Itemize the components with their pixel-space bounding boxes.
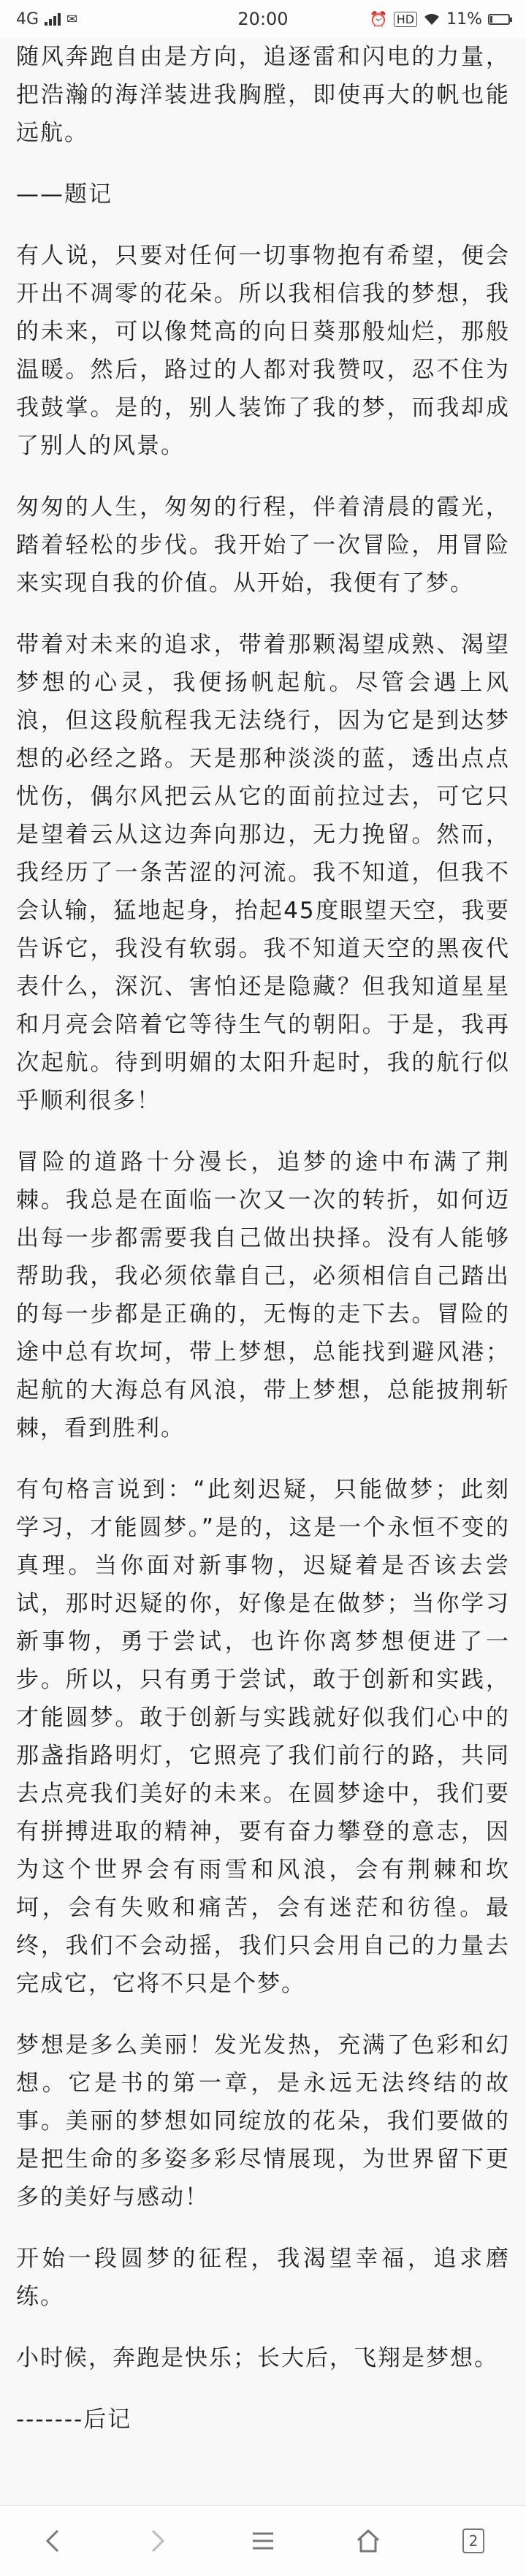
status-right (364, 10, 510, 29)
message-icon: ✉ (66, 11, 78, 27)
paragraph-epigraph-attribution: ——题记 (16, 181, 113, 208)
back-button[interactable] (23, 2512, 82, 2570)
article-content (0, 10, 526, 2439)
menu-icon (251, 2531, 275, 2551)
home-icon (355, 2528, 381, 2553)
paragraph-epigraph: 随风奔跑自由是方向，追逐雷和闪电的力量，把浩瀚的海洋装进我胸膛，即使再大的帆也能远航。 (16, 44, 510, 146)
tabs-button[interactable] (444, 2512, 503, 2570)
paragraph-1: 有人说，只要对任何一切事物抱有希望，便会开出不凋零的花朵。所以我相信我的梦想，我的未来，可以像梵高的向日葵那般灿烂，那般温暖。然后，路过的人都对我赞叹，忍不住为我鼓掌。是的，别人装饰了我的梦，而我却成了别人的风景。 (16, 243, 510, 459)
chevron-right-icon (148, 2528, 167, 2553)
home-button[interactable] (339, 2512, 397, 2570)
paragraph-4: 冒险的道路十分漫长，追梦的途中布满了荆棘。我总是在面临一次又一次的转折，如何迈出每一步都需要我自己做出抉择。没有人能够帮助我，我必须依靠自己，必须相信自己踏出的每一步都是正确的，无悔的走下去。冒险的途中总有坎坷，带上梦想，总能找到避风港；起航的大海总有风浪，带上梦想，总能披荆斩棘，看到胜利。 (16, 1149, 510, 1442)
menu-button[interactable] (234, 2512, 292, 2570)
status-left (16, 10, 162, 29)
paragraph-3: 带着对未来的追求，带着那颗渴望成熟、渴望梦想的心灵，我便扬帆起航。尽管会遇上风浪，但这段航程我无法绕行，因为它是到达梦想的必经之路。天是那种淡淡的蓝，透出点点忧伤，偶尔风把云从它的面前拉过去，可它只是望着云从这边奔向那边，无力挽留。然而，我经历了一条苦涩的河流。我不知道，但我不会认输，猛地起身，抬起45度眼望天空，我要告诉它，我没有软弱。我不知道天空的黑夜代表什么，深沉、害怕还是隐藏？但我知道星星和月亮会陪着它等待生气的朝阳。于是，我再次起航。待到明媚的太阳升起时，我的航行似乎顺利很多！ (16, 632, 510, 1114)
battery-icon (488, 14, 510, 25)
paragraph-7: 开始一段圆梦的征程，我渴望幸福，追求磨练。 (16, 2246, 510, 2310)
browser-bottom-bar (0, 2505, 526, 2576)
battery-text: 11% (446, 10, 482, 29)
paragraph-postscript: -------后记 (16, 2406, 132, 2433)
status-time: 20:00 (237, 9, 289, 29)
paragraph-2: 匆匆的人生，匆匆的行程，伴着清晨的霞光，踏着轻松的步伐。我开始了一次冒险，用冒险来实现自我的价值。从开始，我便有了梦。 (16, 494, 510, 596)
network-type: 4G (16, 10, 39, 29)
paragraph-8: 小时候，奔跑是快乐；长大后，飞翔是梦想。 (16, 2345, 498, 2371)
tab-count-badge: 2 (462, 2528, 484, 2553)
signal-icon (45, 12, 61, 26)
status-bar (0, 0, 526, 38)
hd-label: HD (394, 12, 417, 27)
paragraph-6: 梦想是多么美丽！发光发热，充满了色彩和幻想。它是书的第一章，是永远无法终结的故事。美丽的梦想如同绽放的花朵，我们要做的是把生命的多姿多彩尽情展现，为世界留下更多的美好与感动！ (16, 2032, 510, 2211)
chevron-left-icon (43, 2528, 62, 2553)
paragraph-5: 有句格言说到：“此刻迟疑，只能做梦；此刻学习，才能圆梦。”是的，这是一个永恒不变的真理。当你面对新事物，迟疑着是否该去尝试，那时迟疑的你，好像是在做梦；当你学习新事物，勇于尝试，也许你离梦想便进了一步。所以，只有勇于尝试，敢于创新和实践，才能圆梦。敢于创新与实践就好似我们心中的那盏指路明灯，它照亮了我们前行的路，共同去点亮我们美好的未来。在圆梦途中，我们要有拼搏进取的精神，要有奋力攀登的意志，因为这个世界会有雨雪和风浪，会有荆棘和坎坷，会有失败和痛苦，会有迷茫和彷徨。最终，我们不会动摇，我们只会用自己的力量去完成它，它将不只是个梦。 (16, 1477, 510, 1997)
alarm-icon: ⏰ (369, 10, 388, 28)
forward-button[interactable] (129, 2512, 187, 2570)
wifi-icon (423, 12, 441, 26)
